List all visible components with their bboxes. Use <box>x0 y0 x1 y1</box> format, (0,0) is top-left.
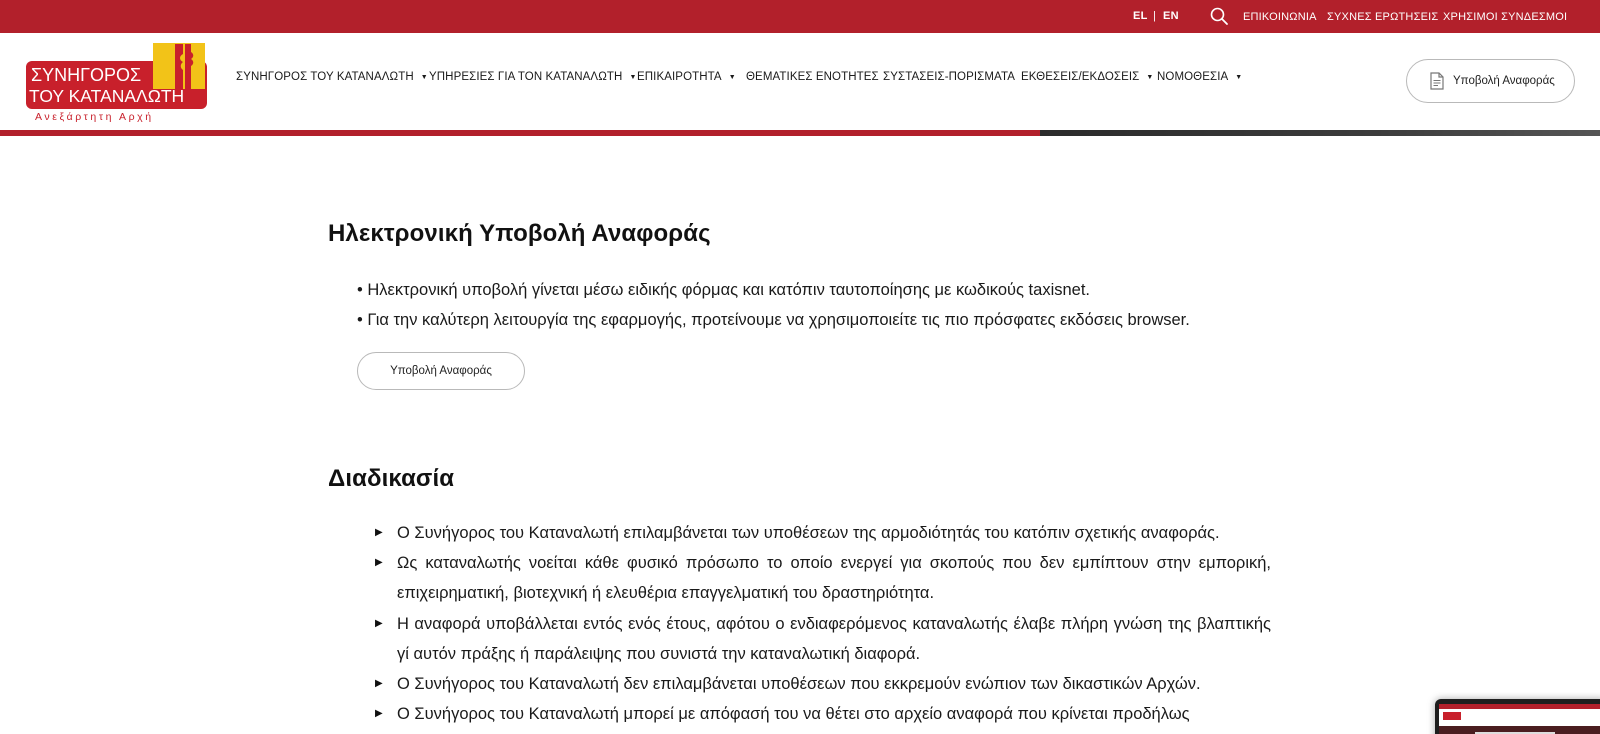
nav-item-consumer-advocate[interactable]: ΣΥΝΗΓΟΡΟΣ ΤΟΥ ΚΑΤΑΝΑΛΩΤΗ ▼ <box>236 71 428 83</box>
nav-item-recommendations[interactable]: ΣΥΣΤΑΣΕΙΣ-ΠΟΡΙΣΜΑΤΑ <box>883 71 1016 83</box>
lang-el-link[interactable]: EL <box>1133 10 1148 22</box>
header-submit-report-button[interactable] <box>1406 59 1575 103</box>
section-title-procedure: Διαδικασία <box>328 465 455 492</box>
svg-text:Ανεξάρτητη Αρχή: Ανεξάρτητη Αρχή <box>35 111 154 122</box>
procedure-list-item: ▶ Ο Συνήγορος του Καταναλωτή μπορεί με απόφασή του να θέτει στο αρχείο αναφορά που κρίνεται προδήλως <box>375 699 1271 729</box>
site-logo[interactable] <box>25 42 210 122</box>
nav-item-topics[interactable]: ΘΕΜΑΤΙΚΕΣ ΕΝΟΤΗΤΕΣ <box>746 71 879 83</box>
procedure-list-item: ▶ Ο Συνήγορος του Καταναλωτή επιλαμβάνεται των υποθέσεων της αρμοδιότητάς του κατόπιν σχετικής αναφοράς. <box>375 518 1271 548</box>
triangle-bullet-icon: ▶ <box>375 678 383 689</box>
header-submit-label: Υποβολή Αναφοράς <box>1453 75 1555 87</box>
contact-link[interactable]: ΕΠΙΚΟΙΝΩΝΙΑ <box>1243 11 1317 23</box>
top-utility-bar <box>0 0 1600 33</box>
screen-preview-thumbnail[interactable] <box>1435 699 1600 734</box>
procedure-list-item: ▶ Ως καταναλωτής νοείται κάθε φυσικό πρόσωπο το οποίο ενεργεί για σκοπούς που δεν εμπίπτουν στην εμπορική, επιχειρηματική, βιοτεχνική ή ελευθέρια επαγγελματική του δραστηριότητα. <box>375 548 1271 608</box>
search-icon[interactable] <box>1209 6 1229 26</box>
caret-down-icon: ▼ <box>728 74 736 81</box>
lang-separator: | <box>1153 10 1157 22</box>
thumbnail-topbar <box>1439 704 1600 709</box>
nav-item-reports[interactable]: ΕΚΘΕΣΕΙΣ/ΕΚΔΟΣΕΙΣ ▼ <box>1021 71 1154 83</box>
caret-down-icon: ▼ <box>629 74 637 81</box>
caret-down-icon: ▼ <box>1146 74 1154 81</box>
triangle-bullet-icon: ▶ <box>375 618 383 629</box>
triangle-bullet-icon: ▶ <box>375 527 383 538</box>
header-divider-red <box>0 130 1040 136</box>
lang-en-link[interactable]: EN <box>1163 10 1179 22</box>
useful-links-link[interactable]: ΧΡΗΣΙΜΟΙ ΣΥΝΔΕΣΜΟΙ <box>1443 11 1568 23</box>
procedure-list-item: ▶ Η αναφορά υποβάλλεται εντός ενός έτους, αφότου ο ενδιαφερόμενος καταναλωτής έλαβε πλήρη γνώση της βλαπτικής γί αυτόν πράξης ή παράλειψης που συνιστά την καταναλωτική διαφορά. <box>375 609 1271 669</box>
triangle-bullet-icon: ▶ <box>375 708 383 719</box>
caret-down-icon: ▼ <box>1235 74 1243 81</box>
nav-item-legislation[interactable]: ΝΟΜΟΘΕΣΙΑ ▼ <box>1157 71 1243 83</box>
info-bullet: • Για την καλύτερη λειτουργία της εφαρμογής, προτείνουμε να χρησιμοποιείτε τις πιο πρόσφατες εκδόσεις browser. <box>357 311 1190 329</box>
caret-down-icon: ▼ <box>420 74 428 81</box>
triangle-bullet-icon: ▶ <box>375 557 383 568</box>
main-header <box>0 33 1600 130</box>
header-divider-dark <box>1040 130 1600 136</box>
submit-report-button[interactable]: Υποβολή Αναφοράς <box>357 352 525 390</box>
section-title-electronic-submission: Ηλεκτρονική Υποβολή Αναφοράς <box>328 220 711 247</box>
svg-text:ΣΥΝΗΓΟΡΟΣ: ΣΥΝΗΓΟΡΟΣ <box>31 65 142 85</box>
thumbnail-logo <box>1443 712 1461 720</box>
nav-item-services[interactable]: ΥΠΗΡΕΣΙΕΣ ΓΙΑ ΤΟΝ ΚΑΤΑΝΑΛΩΤΗ ▼ <box>429 71 637 83</box>
info-bullet: • Ηλεκτρονική υποβολή γίνεται μέσω ειδικής φόρμας και κατόπιν ταυτοποίησης με κωδικούς taxisnet. <box>357 281 1091 299</box>
document-icon <box>1429 72 1445 91</box>
faq-link[interactable]: ΣΥΧΝΕΣ ΕΡΩΤΗΣΕΙΣ <box>1327 11 1439 23</box>
procedure-list-item: ▶ Ο Συνήγορος του Καταναλωτή δεν επιλαμβάνεται υποθέσεων που εκκρεμούν ενώπιον των δικαστικών Αρχών. <box>375 669 1271 699</box>
thumbnail-screen <box>1439 704 1600 734</box>
nav-item-news[interactable]: ΕΠΙΚΑΙΡΟΤΗΤΑ ▼ <box>637 71 736 83</box>
svg-text:ΤΟΥ ΚΑΤΑΝΑΛΩΤΗ: ΤΟΥ ΚΑΤΑΝΑΛΩΤΗ <box>29 86 185 106</box>
